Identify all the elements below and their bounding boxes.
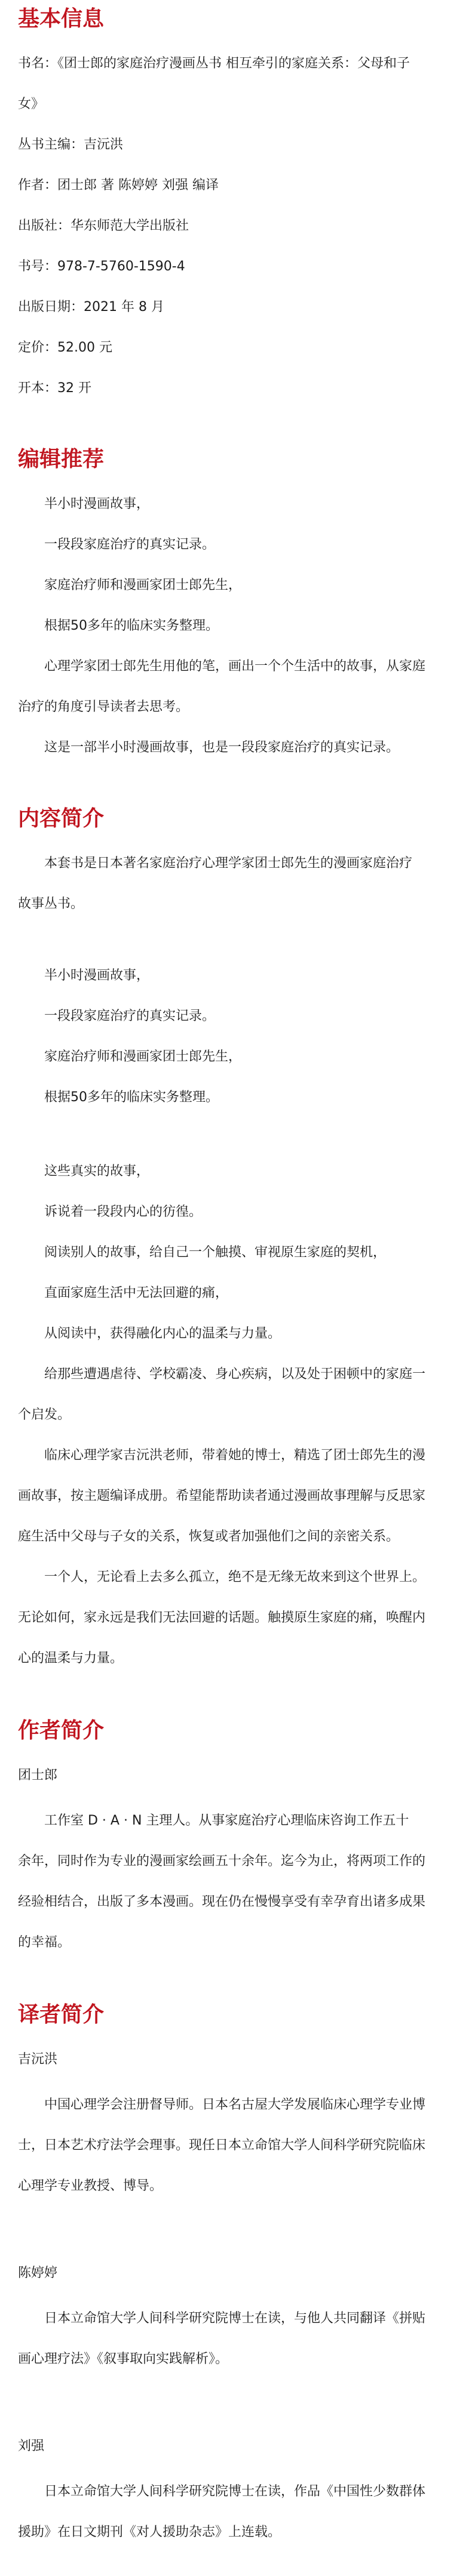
price: 定价：52.00 元	[18, 340, 112, 355]
author-bio-line2: 余年，同时作为专业的漫画家绘画五十余年。迄今为止，将两项工作的	[18, 1854, 426, 1869]
content-group2-line: 从阅读中，获得融化内心的温柔与力量。	[44, 1326, 281, 1341]
author-name: 团士郎	[18, 1768, 58, 1783]
basic-info-heading: 基本信息	[18, 7, 105, 31]
content-group2-line: 直面家庭生活中无法回避的痛，	[44, 1286, 229, 1301]
content-para2-line2: 画故事，按主题编译成册。希望能帮助读者通过漫画故事理解与反思家	[18, 1489, 426, 1503]
author-bio-line4: 的幸福。	[18, 1935, 71, 1950]
translator-heading: 译者简介	[18, 2002, 105, 2027]
content-para2-line3: 庭生活中父母与子女的关系，恢复或者加强他们之间的亲密关系。	[18, 1529, 400, 1544]
content-group2-line: 这些真实的故事，	[44, 1164, 150, 1179]
series-editor: 丛书主编：吉沅洪	[18, 137, 124, 152]
content-group1-line: 一段段家庭治疗的真实记录。	[44, 1009, 216, 1024]
translator3-bio-line1: 日本立命馆大学人间科学研究院博士在读，作品《中国性少数群体	[44, 2484, 426, 2499]
editor-rec-line: 半小时漫画故事，	[44, 497, 150, 511]
translator2-bio-line2: 画心理疗法》《叙事取向实践解析》。	[18, 2352, 229, 2367]
publish-date: 出版日期：2021 年 8 月	[18, 300, 164, 315]
editor-rec-line: 一段段家庭治疗的真实记录。	[44, 537, 216, 552]
editor-rec-line: 根据50多年的临床实务整理。	[44, 618, 219, 633]
book-title-line2: 女》	[18, 97, 45, 112]
author-bio-line3: 经验相结合，出版了多本漫画。现在仍在慢慢享受有幸孕育出诸多成果	[18, 1894, 426, 1909]
isbn: 书号：978-7-5760-1590-4	[18, 259, 185, 274]
translator1-bio-line3: 心理学专业教授、博导。	[18, 2178, 163, 2193]
editor-rec-line: 治疗的角度引导读者去思考。	[18, 700, 189, 714]
author-bio-line1: 工作室 D · A · N 主理人。从事家庭治疗心理临床咨询工作五十	[44, 1813, 409, 1828]
format: 开本：32 开	[18, 381, 91, 396]
content-para1-line1: 给那些遭遇虐待、学校霸凌、身心疾病，以及处于困顿中的家庭一	[44, 1367, 426, 1382]
content-para1-line2: 个启发。	[18, 1407, 71, 1422]
content-intro-line1: 本套书是日本著名家庭治疗心理学家团士郎先生的漫画家庭治疗	[44, 856, 413, 871]
editor-rec-line: 家庭治疗师和漫画家团士郎先生，	[44, 578, 242, 593]
content-para3-line3: 心的温柔与力量。	[18, 1651, 124, 1666]
translator1-bio-line2: 士，日本艺术疗法学会理事。现任日本立命馆大学人间科学研究院临床	[18, 2138, 426, 2153]
content-para2-line1: 临床心理学家吉沅洪老师，带着她的博士，精选了团士郎先生的漫	[44, 1448, 426, 1463]
editor-rec-heading: 编辑推荐	[18, 447, 105, 472]
author-heading: 作者简介	[18, 1718, 105, 1743]
content-intro-line2: 故事丛书。	[18, 896, 84, 911]
content-para3-line2: 无论如何，家永远是我们无法回避的话题。触摸原生家庭的痛，唤醒内	[18, 1610, 426, 1625]
publisher: 出版社：华东师范大学出版社	[18, 218, 189, 233]
translator3-bio-line2: 援助》在日文期刊《对人援助杂志》上连载。	[18, 2525, 281, 2540]
translator2-name: 陈婷婷	[18, 2266, 58, 2281]
content-heading: 内容简介	[18, 806, 105, 831]
translator1-name: 吉沅洪	[18, 2052, 58, 2067]
content-group2-line: 诉说着一段段内心的彷徨。	[44, 1204, 203, 1219]
translator3-name: 刘强	[18, 2439, 45, 2454]
translator1-bio-line1: 中国心理学会注册督导师。日本名古屋大学发展临床心理学专业博	[44, 2097, 426, 2112]
book-title-line1: 书名：《团士郎的家庭治疗漫画丛书 相互牵引的家庭关系：父母和子	[18, 56, 410, 71]
content-group1-line: 家庭治疗师和漫画家团士郎先生，	[44, 1049, 242, 1064]
content-group2-line: 阅读别人的故事，给自己一个触摸、审视原生家庭的契机，	[44, 1245, 387, 1260]
content-group1-line: 半小时漫画故事，	[44, 968, 150, 983]
editor-rec-line: 这是一部半小时漫画故事，也是一段段家庭治疗的真实记录。	[44, 740, 400, 755]
content-group1-line: 根据50多年的临床实务整理。	[44, 1090, 219, 1105]
content-para3-line1: 一个人，无论看上去多么孤立，绝不是无缘无故来到这个世界上。	[44, 1570, 426, 1585]
editor-rec-line: 心理学家团士郎先生用他的笔，画出一个个生活中的故事，从家庭	[44, 659, 426, 674]
authors: 作者：团士郎 著 陈婷婷 刘强 编译	[18, 178, 219, 193]
translator2-bio-line1: 日本立命馆大学人间科学研究院博士在读，与他人共同翻译《拼贴	[44, 2311, 426, 2326]
